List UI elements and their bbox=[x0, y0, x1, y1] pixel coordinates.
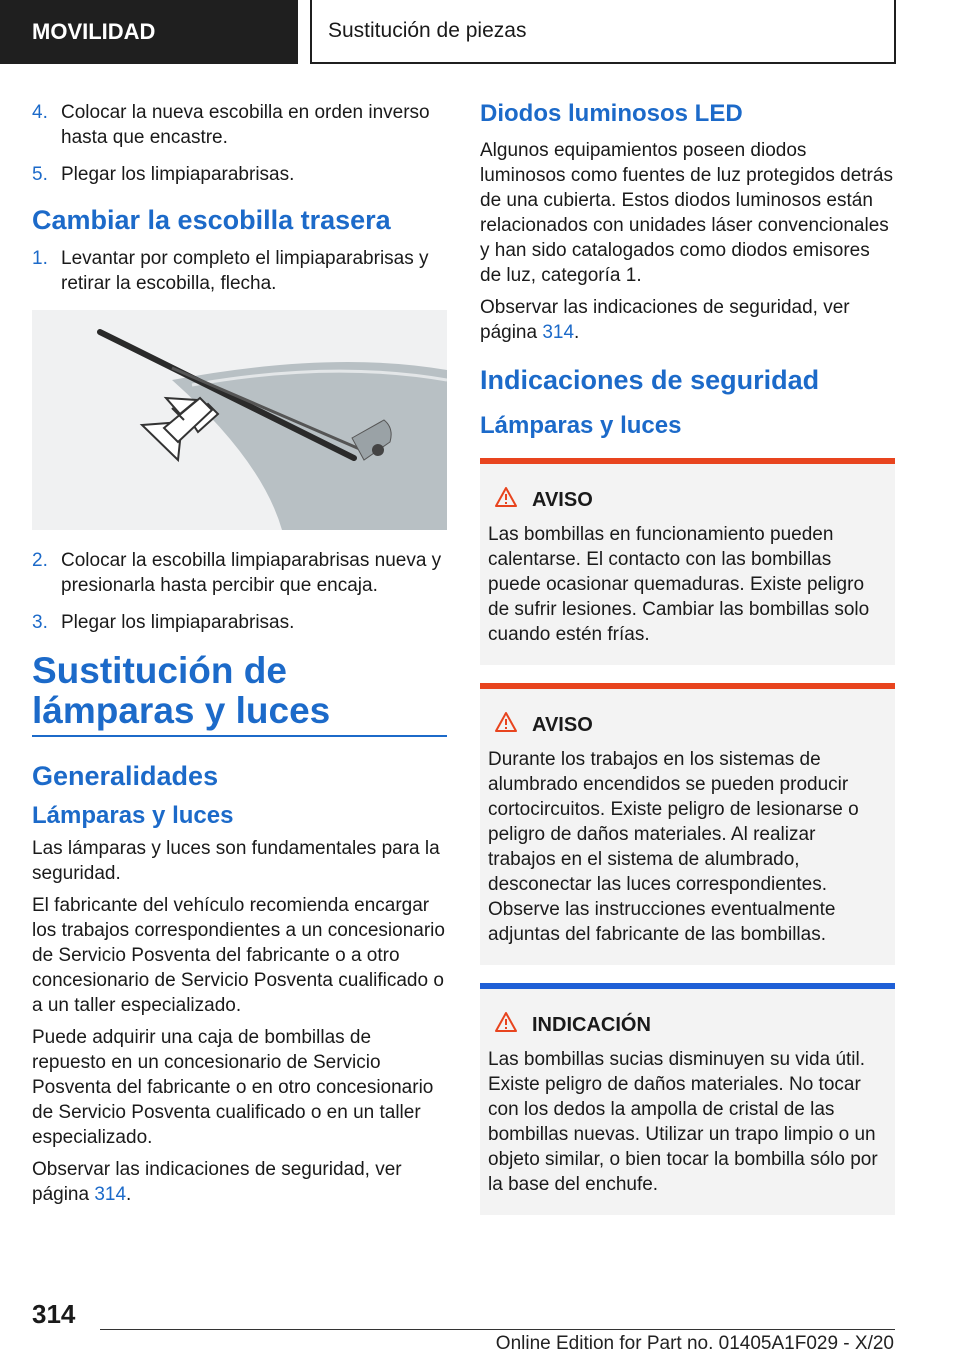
paragraph-text: Observar las indicaciones de seguridad, ver página bbox=[480, 297, 850, 343]
step-item bbox=[32, 100, 447, 150]
paragraph: Algunos equipamientos poseen diodos luminosos como fuentes de luz protegidos detrás de una cubierta. Estos diodos luminosos están relacionados con unidades láser convencionales y han sido catalogados como diodos emisores de luz, categoría 1. bbox=[480, 140, 893, 286]
page-link[interactable]: 314 bbox=[542, 322, 575, 343]
warning-title: AVISO bbox=[532, 488, 593, 511]
footer-edition: Online Edition for Part no. 01405A1F029 - X/20 bbox=[495, 1333, 894, 1354]
step-item bbox=[32, 610, 447, 635]
subsection-title-lamps: Lámparas y luces bbox=[480, 412, 682, 439]
page-number: 314 bbox=[32, 1299, 76, 1329]
step-number: 4. bbox=[32, 102, 48, 123]
warning-title: AVISO bbox=[532, 713, 593, 736]
footer-divider bbox=[100, 1329, 895, 1330]
paragraph-end: . bbox=[574, 322, 580, 343]
notice-body bbox=[480, 989, 895, 1215]
section-title-safety: Indicaciones de seguridad bbox=[480, 365, 820, 395]
paragraph-text: Observar las indicaciones de seguridad, ver página bbox=[32, 1159, 402, 1205]
chapter-title: Sustitución de lámparas y luces bbox=[32, 651, 447, 737]
header-chapter bbox=[310, 0, 896, 64]
paragraph: Puede adquirir una caja de bombillas de repuesto en un concesionario de Servicio Posventa del fabricante o en otro concesionario de Servicio Posventa cualificado o en un taller especializado. bbox=[32, 1027, 434, 1148]
warning-heading bbox=[488, 486, 887, 514]
notice-title: INDICACIÓN bbox=[532, 1013, 651, 1036]
paragraph: Las lámparas y luces son fundamentales para la seguridad. bbox=[32, 838, 440, 884]
step-item bbox=[32, 162, 447, 187]
left-column bbox=[32, 100, 447, 1214]
section-title-general: Generalidades bbox=[32, 761, 219, 791]
section-title-led: Diodos luminosos LED bbox=[480, 100, 743, 127]
step-number: 1. bbox=[32, 248, 48, 269]
warning-triangle-icon bbox=[494, 711, 532, 739]
warning-triangle-icon bbox=[494, 1011, 532, 1039]
right-column bbox=[480, 100, 895, 1215]
step-text: Colocar la escobilla limpiaparabrisas nueva y presionarla hasta percibir que encaja. bbox=[61, 550, 442, 596]
warning-text: Durante los trabajos en los sistemas de alumbrado encendidos se pueden producir cortocircuitos. Existe peligro de lesionarse o peligro de daños materiales. Al realizar trabajos en el sistema de alumbrado, desconectar las luces correspondientes. Observe las instrucciones eventualmente adjuntas del fabricante de las bombillas. bbox=[488, 749, 859, 945]
step-number: 3. bbox=[32, 612, 48, 633]
step-text: Colocar la nueva escobilla en orden inverso hasta que encastre. bbox=[61, 102, 430, 148]
step-text: Levantar por completo el limpiaparabrisas y retirar la escobilla, flecha. bbox=[61, 248, 429, 294]
page-link[interactable]: 314 bbox=[94, 1184, 127, 1205]
header-chapter-label: Sustitución de piezas bbox=[328, 19, 527, 42]
paragraph bbox=[32, 1157, 447, 1207]
paragraph bbox=[480, 295, 895, 345]
step-text: Plegar los limpiaparabrisas. bbox=[61, 164, 295, 185]
paragraph: El fabricante del vehículo recomienda encargar los trabajos correspondientes a un concesionario de Servicio Posventa del fabricante o a otro concesionario de Servicio Posventa cualificado o a un taller especializado. bbox=[32, 895, 445, 1016]
subsection-title-lamps: Lámparas y luces bbox=[32, 802, 234, 829]
step-text: Plegar los limpiaparabrisas. bbox=[61, 612, 295, 633]
warning-box bbox=[480, 683, 895, 965]
header-section bbox=[0, 0, 298, 64]
warning-heading bbox=[488, 711, 887, 739]
warning-body bbox=[480, 464, 895, 665]
warning-body bbox=[480, 689, 895, 965]
section-title-rear-wiper: Cambiar la escobilla trasera bbox=[32, 205, 391, 235]
step-item bbox=[32, 548, 447, 598]
rear-wiper-figure bbox=[32, 310, 447, 530]
notice-text: Las bombillas sucias disminuyen su vida útil. Existe peligro de daños materiales. No tocar con los dedos la ampolla de cristal de las bombillas nuevas. Utilizar un trapo limpio o un objeto similar, o bien tocar la bombilla sólo por la base del enchufe. bbox=[488, 1049, 878, 1195]
warning-triangle-icon bbox=[494, 486, 532, 514]
paragraph-end: . bbox=[126, 1184, 132, 1205]
warning-text: Las bombillas en funcionamiento pueden calentarse. El contacto con las bombillas puede ocasionar quemaduras. Existe peligro de sufrir lesiones. Cambiar las bombillas solo cuando estén frías. bbox=[488, 524, 870, 645]
step-number: 2. bbox=[32, 550, 48, 571]
notice-box bbox=[480, 983, 895, 1215]
notice-heading bbox=[488, 1011, 887, 1039]
header-section-label: MOVILIDAD bbox=[32, 19, 156, 44]
step-item bbox=[32, 246, 447, 296]
step-number: 5. bbox=[32, 164, 48, 185]
warning-box bbox=[480, 458, 895, 665]
